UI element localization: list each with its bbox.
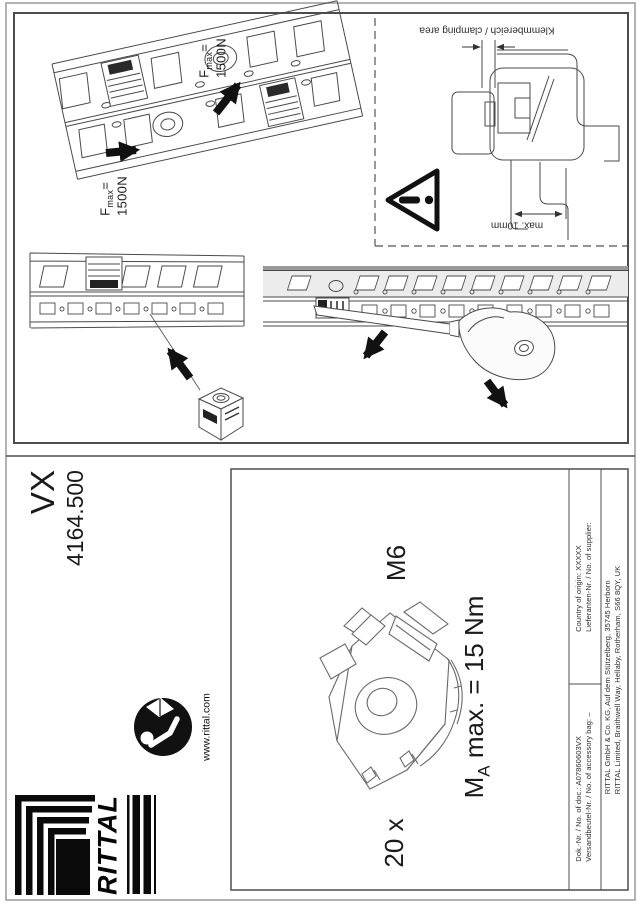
mounted-clip-lower bbox=[260, 78, 304, 127]
address-cell bbox=[604, 566, 624, 795]
thread-size-label: M6 bbox=[380, 544, 411, 582]
origin-supplier-cell bbox=[575, 522, 595, 632]
force-label-lower: $F_{max}=$ 1500N bbox=[97, 176, 130, 216]
detail-box bbox=[375, 18, 627, 246]
warning-triangle-icon bbox=[388, 171, 437, 229]
rittal-wordmark: RITTAL bbox=[92, 795, 123, 895]
read-manual-icon bbox=[134, 698, 192, 756]
mounted-clip-upper bbox=[101, 55, 148, 106]
clamping-area-label: Klemmbereich / clamping area bbox=[419, 24, 555, 36]
rittal-logo-mark bbox=[15, 795, 156, 895]
force-label-upper: $F_{max}=$ 1500N bbox=[196, 38, 229, 78]
max-dimension-label: max. 10mm bbox=[490, 219, 544, 231]
doc-number: Dok.-Nr. / No. of doc.: A07860603VX bbox=[573, 736, 583, 862]
product-family-label: VX bbox=[23, 470, 61, 515]
rail-front-drawing bbox=[30, 253, 244, 440]
country-of-origin: Country of origin: XXXXX bbox=[573, 545, 583, 632]
accessory-bag-number: Versandbeutel-Nr. / No. of accessory bag: – bbox=[584, 712, 593, 862]
website-label: www.rittal.com bbox=[200, 693, 213, 761]
captive-nut-drawing bbox=[320, 602, 462, 789]
torque-label: $M_A$ max. = 15 Nm bbox=[459, 595, 494, 799]
doc-number-cell bbox=[575, 712, 595, 861]
article-number-label: 4164.500 bbox=[61, 470, 88, 566]
loose-clip-drawing bbox=[199, 388, 243, 440]
insert-arrow bbox=[170, 351, 190, 378]
force-arrow-right bbox=[106, 150, 136, 153]
screwdriver-drawing bbox=[263, 266, 628, 405]
removal-arrow-right bbox=[487, 381, 505, 405]
product-title bbox=[25, 470, 87, 566]
mounted-clip-front bbox=[86, 257, 122, 290]
quantity-label: 20 x bbox=[378, 818, 409, 868]
removal-arrow-left bbox=[366, 332, 385, 356]
rail-iso-drawing bbox=[52, 1, 363, 179]
supplier-number: Lieferanten-Nr. / No. of supplier: bbox=[584, 522, 593, 632]
address-de: RITTAL GmbH & Co. KG, Auf dem Stützelberg, 35745 Herborn bbox=[602, 580, 612, 795]
address-uk: RITTAL Limited, Braithwell Way, Hellaby, Rotherham, S66 8QY, UK bbox=[613, 565, 622, 795]
